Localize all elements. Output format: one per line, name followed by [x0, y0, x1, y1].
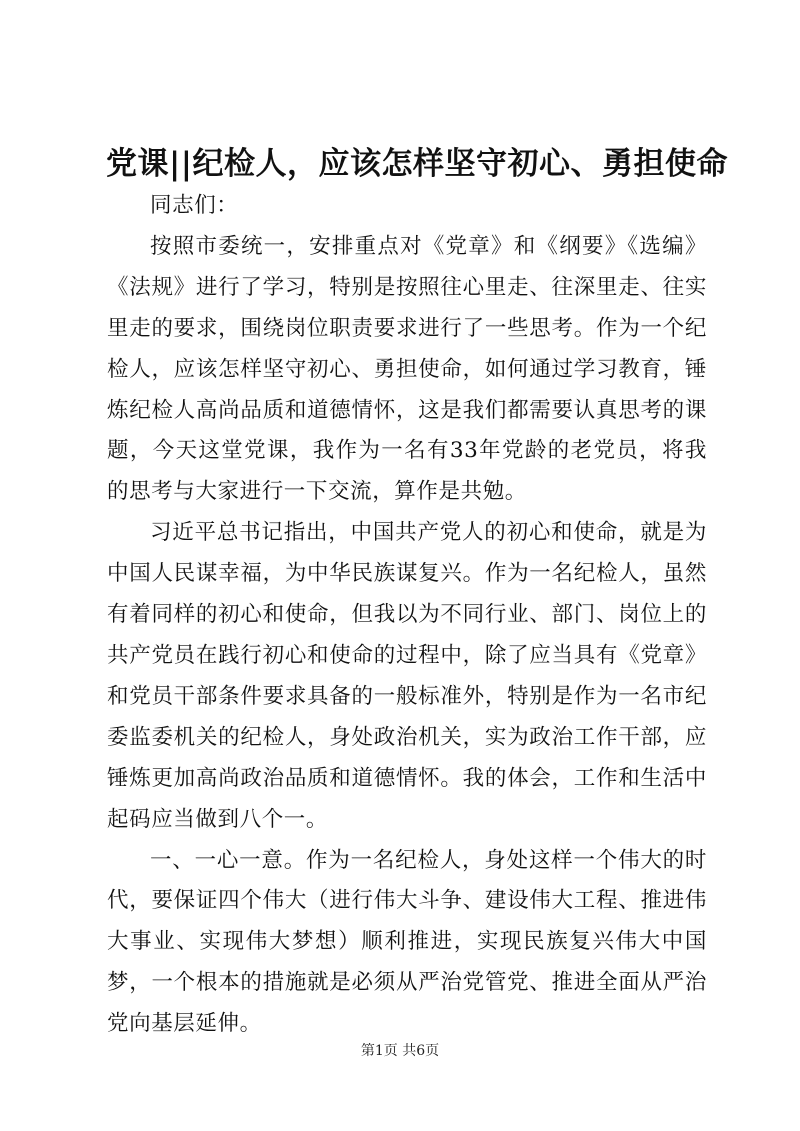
page-footer: 第1页 共6页: [360, 1043, 440, 1059]
document-body: [107, 186, 707, 1045]
document-title: 党课||纪检人，应该怎样坚守初心、勇担使命: [106, 146, 729, 182]
body-paragraph: 一、一心一意。作为一名纪检人，身处这样一个伟大的时代，要保证四个伟大（进行伟大斗争、建设伟大工程、推进伟大事业、实现伟大梦想）顺利推进，实现民族复兴伟大中国梦，一个根本的措施就是必须从严治党管党、推进全面从严治党向基层延伸。: [107, 847, 707, 1037]
body-paragraph: 按照市委统一，安排重点对《党章》和《纲要》《选编》《法规》进行了学习，特别是按照往心里走、往深里走、往实里走的要求，围绕岗位职责要求进行了一些思考。作为一个纪检人，应该怎样坚守初心、勇担使命，如何通过学习教育，锤炼纪检人高尚品质和道德情怀，这是我们都需要认真思考的课题，今天这堂党课，我作为一名有33年党龄的老党员，将我的思考与大家进行一下交流，算作是共勉。: [107, 233, 707, 505]
body-paragraph: 习近平总书记指出，中国共产党人的初心和使命，就是为中国人民谋幸福，为中华民族谋复兴。作为一名纪检人，虽然有着同样的初心和使命，但我以为不同行业、部门、岗位上的共产党员在践行初心和使命的过程中，除了应当具有《党章》和党员干部条件要求具备的一般标准外，特别是作为一名市纪委监委机关的纪检人，身处政治机关，实为政治工作干部，应锤炼更加高尚政治品质和道德情怀。我的体会，工作和生活中起码应当做到八个一。: [107, 520, 707, 832]
salutation: 同志们：: [150, 193, 239, 218]
